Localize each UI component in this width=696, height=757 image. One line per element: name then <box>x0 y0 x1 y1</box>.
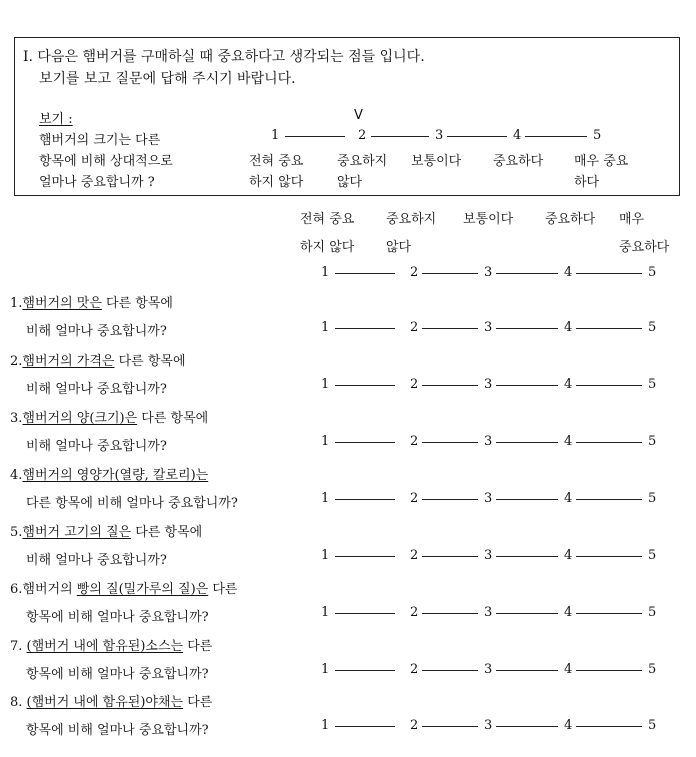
rating-option-2[interactable]: 2 <box>410 548 419 563</box>
header-scale-line <box>576 273 642 274</box>
rating-scale-line <box>335 499 395 500</box>
example-scale <box>271 128 611 144</box>
header-anchor-2a: 중요하지 <box>386 212 437 227</box>
rating-scale-question-7 <box>318 662 658 678</box>
example-scale-4: 4 <box>513 128 522 143</box>
rating-option-1[interactable]: 1 <box>321 548 330 563</box>
example-anchor-1b: 하지 않다 <box>249 175 304 190</box>
rating-scale-question-3 <box>318 434 658 450</box>
instruction-line-2: 보기를 보고 질문에 답해 주시기 바랍니다. <box>39 71 296 87</box>
rating-option-5[interactable]: 5 <box>648 377 657 392</box>
rating-option-2[interactable]: 2 <box>410 491 419 506</box>
question-8-text <box>10 691 212 710</box>
rating-option-5[interactable]: 5 <box>648 662 657 677</box>
header-anchor-1b: 하지 않다 <box>300 240 355 255</box>
question-3-text <box>10 407 208 426</box>
rating-option-3[interactable]: 3 <box>484 662 493 677</box>
question-4-line-2: 다른 항목에 비해 얼마나 중요합니까? <box>26 496 238 511</box>
rating-option-2[interactable]: 2 <box>410 718 419 733</box>
header-scale-5: 5 <box>648 265 657 280</box>
question-3-rest: 다른 항목에 <box>137 411 209 426</box>
question-8-prefix: 8. <box>10 695 27 710</box>
rating-scale-line <box>496 385 558 386</box>
example-scale-line <box>371 136 429 137</box>
rating-scale-line <box>422 442 478 443</box>
example-scale-line <box>525 136 587 137</box>
rating-scale-line <box>576 670 642 671</box>
rating-scale-question-1 <box>318 320 658 336</box>
header-scale-4: 4 <box>564 265 573 280</box>
header-scale-3: 3 <box>484 265 493 280</box>
rating-scale-line <box>335 613 395 614</box>
rating-scale-line <box>335 442 395 443</box>
rating-option-5[interactable]: 5 <box>648 548 657 563</box>
rating-option-3[interactable]: 3 <box>484 377 493 392</box>
rating-scale-line <box>496 442 558 443</box>
instruction-line-1: I. 다음은 햄버거를 구매하실 때 중요하다고 생각되는 점들 입니다. <box>23 49 425 65</box>
example-anchor-2a: 중요하지 <box>337 154 388 169</box>
rating-option-1[interactable]: 1 <box>321 605 330 620</box>
rating-option-1[interactable]: 1 <box>321 662 330 677</box>
rating-option-4[interactable]: 4 <box>564 605 573 620</box>
example-scale-line <box>447 136 507 137</box>
rating-option-1[interactable]: 1 <box>321 434 330 449</box>
question-8-line-2: 항목에 비해 얼마나 중요합니까? <box>26 723 209 738</box>
rating-scale-question-2 <box>318 377 658 393</box>
rating-scale-line <box>335 726 395 727</box>
question-6-rest: 다른 <box>208 582 238 597</box>
question-6-prefix: 6.햄버거의 <box>10 582 77 597</box>
rating-scale-line <box>335 670 395 671</box>
header-scale-1: 1 <box>321 265 330 280</box>
rating-scale-line <box>335 556 395 557</box>
rating-scale-line <box>576 499 642 500</box>
rating-option-4[interactable]: 4 <box>564 662 573 677</box>
example-scale-line <box>285 136 345 137</box>
rating-scale-line <box>576 556 642 557</box>
rating-option-2[interactable]: 2 <box>410 320 419 335</box>
rating-scale-question-8 <box>318 718 658 734</box>
example-anchor-5a: 매우 중요 <box>574 154 629 169</box>
question-7-topic: (햄버거 내에 함유된)소스는 <box>26 639 184 654</box>
rating-scale-line <box>496 328 558 329</box>
rating-option-3[interactable]: 3 <box>484 605 493 620</box>
rating-scale-line <box>335 385 395 386</box>
rating-scale-line <box>422 328 478 329</box>
rating-scale-line <box>496 613 558 614</box>
rating-option-5[interactable]: 5 <box>648 491 657 506</box>
rating-scale-line <box>576 613 642 614</box>
rating-scale-line <box>422 726 478 727</box>
header-scale-line <box>335 273 395 274</box>
header-anchor-1a: 전혀 중요 <box>300 212 355 227</box>
header-scale-line <box>422 273 478 274</box>
question-2-rest: 다른 항목에 <box>114 354 186 369</box>
header-anchor-3a: 보통이다 <box>463 212 514 227</box>
rating-scale-line <box>496 670 558 671</box>
example-check-mark: V <box>354 108 363 123</box>
question-5-topic: 햄버거 고기의 질은 <box>22 525 132 540</box>
question-6-line-2: 항목에 비해 얼마나 중요합니까? <box>26 610 209 625</box>
rating-scale-question-4 <box>318 491 658 507</box>
question-7-prefix: 7. <box>10 639 27 654</box>
rating-option-1[interactable]: 1 <box>321 320 330 335</box>
rating-option-5[interactable]: 5 <box>648 434 657 449</box>
question-3-line-2: 비해 얼마나 중요합니까? <box>26 439 167 454</box>
question-1-prefix: 1. <box>10 296 23 311</box>
rating-option-2[interactable]: 2 <box>410 434 419 449</box>
rating-option-4[interactable]: 4 <box>564 491 573 506</box>
example-scale-2: 2 <box>358 128 367 143</box>
question-5-rest: 다른 항목에 <box>131 525 203 540</box>
rating-scale-line <box>496 726 558 727</box>
rating-option-1[interactable]: 1 <box>321 491 330 506</box>
rating-option-4[interactable]: 4 <box>564 548 573 563</box>
question-2-line-2: 비해 얼마나 중요합니까? <box>26 382 167 397</box>
header-scale <box>318 265 658 281</box>
rating-scale-line <box>422 499 478 500</box>
example-scale-5: 5 <box>593 128 602 143</box>
question-5-text <box>10 521 202 540</box>
question-1-rest: 다른 항목에 <box>101 296 173 311</box>
rating-option-5[interactable]: 5 <box>648 718 657 733</box>
question-2-text <box>10 350 186 369</box>
rating-option-3[interactable]: 3 <box>484 320 493 335</box>
rating-option-3[interactable]: 3 <box>484 718 493 733</box>
rating-option-1[interactable]: 1 <box>321 718 330 733</box>
question-6-text <box>10 578 237 597</box>
header-anchor-4a: 중요하다 <box>545 212 596 227</box>
header-scale-line <box>496 273 558 274</box>
example-scale-1: 1 <box>271 128 280 143</box>
rating-option-5[interactable]: 5 <box>648 320 657 335</box>
example-scale-3: 3 <box>435 128 444 143</box>
rating-option-2[interactable]: 2 <box>410 377 419 392</box>
header-anchor-2b: 않다 <box>386 240 412 255</box>
header-anchor-5b: 중요하다 <box>619 240 670 255</box>
question-5-prefix: 5. <box>10 525 23 540</box>
question-7-rest: 다른 <box>183 639 213 654</box>
example-label: 보기 : <box>39 112 73 127</box>
question-4-topic: 햄버거의 영양가(열량, 칼로리)는 <box>22 468 209 483</box>
example-anchor-1a: 전혀 중요 <box>249 154 304 169</box>
rating-scale-line <box>576 385 642 386</box>
question-1-line-2: 비해 얼마나 중요합니까? <box>26 324 167 339</box>
question-1-topic: 햄버거의 맛은 <box>22 296 102 311</box>
example-anchor-2b: 않다 <box>337 175 363 190</box>
example-anchor-4a: 중요하다 <box>493 154 544 169</box>
question-7-line-2: 항목에 비해 얼마나 중요합니까? <box>26 667 209 682</box>
question-2-topic: 햄버거의 가격은 <box>22 354 115 369</box>
question-4-prefix: 4. <box>10 468 23 483</box>
rating-scale-line <box>422 556 478 557</box>
rating-scale-line <box>422 613 478 614</box>
rating-option-5[interactable]: 5 <box>648 605 657 620</box>
rating-option-2[interactable]: 2 <box>410 605 419 620</box>
question-5-line-2: 비해 얼마나 중요합니까? <box>26 553 167 568</box>
example-question-line-2: 항목에 비해 상대적으로 <box>39 154 173 169</box>
rating-option-4[interactable]: 4 <box>564 718 573 733</box>
rating-scale-line <box>496 556 558 557</box>
question-8-rest: 다른 <box>183 695 213 710</box>
rating-scale-question-5 <box>318 548 658 564</box>
rating-option-4[interactable]: 4 <box>564 434 573 449</box>
rating-scale-line <box>576 328 642 329</box>
question-7-text <box>10 635 212 654</box>
rating-option-3[interactable]: 3 <box>484 548 493 563</box>
rating-option-3[interactable]: 3 <box>484 434 493 449</box>
question-1-text <box>10 292 173 311</box>
rating-scale-line <box>496 499 558 500</box>
example-question-line-3: 얼마나 중요합니까 ? <box>39 175 155 190</box>
rating-scale-line <box>576 726 642 727</box>
question-4-text <box>10 464 208 483</box>
rating-scale-line <box>335 328 395 329</box>
example-anchor-3a: 보통이다 <box>411 154 462 169</box>
rating-option-2[interactable]: 2 <box>410 662 419 677</box>
example-anchor-5b: 하다 <box>574 175 600 190</box>
rating-scale-line <box>422 385 478 386</box>
example-question-line-1: 햄버거의 크기는 다른 <box>39 133 161 148</box>
instruction-box <box>14 37 680 196</box>
header-anchor-5a: 매우 <box>619 212 645 227</box>
question-3-prefix: 3. <box>10 411 23 426</box>
rating-scale-line <box>422 670 478 671</box>
rating-scale-question-6 <box>318 605 658 621</box>
rating-option-3[interactable]: 3 <box>484 491 493 506</box>
rating-scale-line <box>576 442 642 443</box>
question-8-topic: (햄버거 내에 함유된)야채는 <box>26 695 184 710</box>
question-6-topic: 빵의 질(밀가루의 질)은 <box>76 582 209 597</box>
rating-option-1[interactable]: 1 <box>321 377 330 392</box>
question-3-topic: 햄버거의 양(크기)은 <box>22 411 138 426</box>
header-scale-2: 2 <box>410 265 419 280</box>
question-2-prefix: 2. <box>10 354 23 369</box>
rating-option-4[interactable]: 4 <box>564 377 573 392</box>
rating-option-4[interactable]: 4 <box>564 320 573 335</box>
